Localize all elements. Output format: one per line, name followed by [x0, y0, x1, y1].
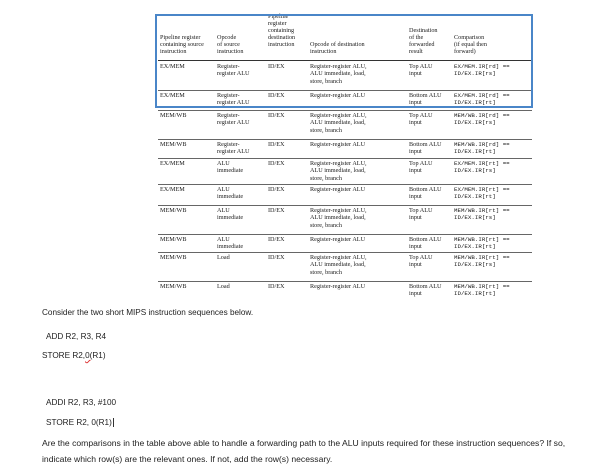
table-cell-dst-op: Register-register ALU — [310, 186, 366, 193]
table-rule — [158, 139, 532, 140]
table-rule — [158, 158, 532, 159]
table-cell-dst-reg: ID/EX — [268, 63, 285, 70]
table-cell-src-reg: EX/MEM — [160, 160, 185, 167]
table-cell-dst-op: Register-register ALU, ALU immediate, load, store, branch — [310, 160, 367, 182]
table-cell-dst-op: Register-register ALU — [310, 236, 366, 243]
table-cell-src-reg: EX/MEM — [160, 186, 185, 193]
table-cell-dest: Bottom ALU input — [409, 141, 442, 156]
table-cell-cmp: MEM/WB.IR[rt] == ID/EX.IR[rt] — [454, 283, 510, 298]
table-cell-src-reg: MEM/WB — [160, 254, 187, 261]
seq1-line2[interactable] — [42, 351, 106, 360]
table-cell-src-op: Load — [217, 283, 230, 290]
table-rule — [158, 205, 532, 206]
intro-text: Consider the two short MIPS instruction sequences below. — [42, 308, 254, 317]
header-source-register: Pipeline register containing source instruction — [160, 34, 204, 55]
table-cell-dest: Bottom ALU input — [409, 92, 442, 107]
table-cell-dst-op: Register-register ALU, ALU immediate, load, store, branch — [310, 63, 367, 85]
table-cell-cmp: EX/MEM.IR[rd] == ID/EX.IR[rt] — [454, 92, 510, 107]
table-cell-dest: Top ALU input — [409, 160, 433, 175]
table-rule — [158, 281, 532, 282]
table-cell-cmp: MEM/WB.IR[rt] == ID/EX.IR[rs] — [454, 254, 510, 269]
table-cell-dst-reg: ID/EX — [268, 112, 285, 119]
table-cell-dst-reg: ID/EX — [268, 207, 285, 214]
table-rule — [158, 234, 532, 235]
table-cell-src-op: ALU immediate — [217, 236, 244, 251]
table-cell-dest: Bottom ALU input — [409, 283, 442, 298]
table-cell-dst-op: Register-register ALU — [310, 141, 366, 148]
table-cell-src-op: ALU immediate — [217, 160, 244, 175]
table-cell-dest: Bottom ALU input — [409, 186, 442, 201]
table-cell-src-op: ALU immediate — [217, 186, 244, 201]
table-cell-dest: Top ALU input — [409, 207, 433, 222]
table-rule — [158, 110, 532, 111]
table-cell-dst-reg: ID/EX — [268, 283, 285, 290]
header-source-opcode: Opcode of source instruction — [217, 34, 244, 55]
table-cell-dest: Top ALU input — [409, 254, 433, 269]
table-cell-dst-op: Register-register ALU — [310, 283, 366, 290]
table-rule — [158, 252, 532, 253]
table-cell-dst-reg: ID/EX — [268, 254, 285, 261]
table-cell-cmp: MEM/WB.IR[rd] == ID/EX.IR[rs] — [454, 112, 510, 127]
table-cell-dst-reg: ID/EX — [268, 186, 285, 193]
table-cell-src-reg: EX/MEM — [160, 92, 185, 99]
table-cell-dest: Bottom ALU input — [409, 236, 442, 251]
header-destination-register: Pipeline register containing destination instruction — [268, 13, 296, 48]
seq1-line1: ADD R2, R3, R4 — [46, 332, 107, 341]
spellcheck-underline: 0( — [85, 351, 93, 360]
table-rule — [158, 184, 532, 185]
table-cell-src-op: Register- register ALU — [217, 63, 250, 78]
header-comparison: Comparison (if equal then forward) — [454, 34, 487, 55]
table-cell-dst-op: Register-register ALU, ALU immediate, load, store, branch — [310, 254, 367, 276]
table-cell-cmp: MEM/WB.IR[rt] == ID/EX.IR[rs] — [454, 207, 510, 222]
table-cell-src-op: Load — [217, 254, 230, 261]
table-cell-src-reg: MEM/WB — [160, 236, 187, 243]
seq1-line2-suffix: R1) — [92, 351, 106, 360]
table-cell-src-reg: MEM/WB — [160, 141, 187, 148]
table-cell-src-op: ALU immediate — [217, 207, 244, 222]
table-cell-dst-reg: ID/EX — [268, 160, 285, 167]
header-destination-opcode: Opcode of destination instruction — [310, 41, 365, 55]
table-cell-dest: Top ALU input — [409, 112, 433, 127]
table-cell-dst-op: Register-register ALU, ALU immediate, load, store, branch — [310, 207, 367, 229]
table-cell-src-reg: MEM/WB — [160, 207, 187, 214]
seq2-line2-text: STORE R2, 0(R1) — [46, 418, 112, 427]
seq2-line2[interactable] — [46, 418, 114, 427]
table-cell-dst-reg: ID/EX — [268, 141, 285, 148]
question-text: Are the comparisons in the table above able to handle a forwarding path to the ALU inputs required for these instruction sequences? If so, indicate which row(s) are the relevant ones. If not, add the row(s) necessary. — [42, 438, 566, 464]
table-cell-src-op: Register- register ALU — [217, 92, 250, 107]
table-cell-dst-reg: ID/EX — [268, 236, 285, 243]
seq2-line1: ADDI R2, R3, #100 — [46, 398, 117, 407]
table-cell-src-op: Register- register ALU — [217, 141, 250, 156]
selection-highlight-box — [155, 14, 533, 108]
text-cursor — [113, 418, 114, 427]
table-cell-dst-reg: ID/EX — [268, 92, 285, 99]
table-cell-src-reg: MEM/WB — [160, 112, 187, 119]
table-cell-cmp: MEM/WB.IR[rd] == ID/EX.IR[rt] — [454, 141, 510, 156]
table-cell-cmp: EX/MEM.IR[rt] == ID/EX.IR[rt] — [454, 186, 510, 201]
table-cell-dst-op: Register-register ALU — [310, 92, 366, 99]
table-cell-src-reg: MEM/WB — [160, 283, 187, 290]
table-cell-dest: Top ALU input — [409, 63, 433, 78]
table-cell-cmp: EX/MEM.IR[rt] == ID/EX.IR[rs] — [454, 160, 510, 175]
table-cell-cmp: MEM/WB.IR[rt] == ID/EX.IR[rt] — [454, 236, 510, 251]
table-cell-dst-op: Register-register ALU, ALU immediate, load, store, branch — [310, 112, 367, 134]
seq1-line2-prefix: STORE R2, — [42, 351, 86, 360]
table-cell-src-reg: EX/MEM — [160, 63, 185, 70]
header-forward-destination: Destination of the forwarded result — [409, 27, 438, 55]
table-cell-src-op: Register- register ALU — [217, 112, 250, 127]
table-cell-cmp: EX/MEM.IR[rd] == ID/EX.IR[rs] — [454, 63, 510, 78]
